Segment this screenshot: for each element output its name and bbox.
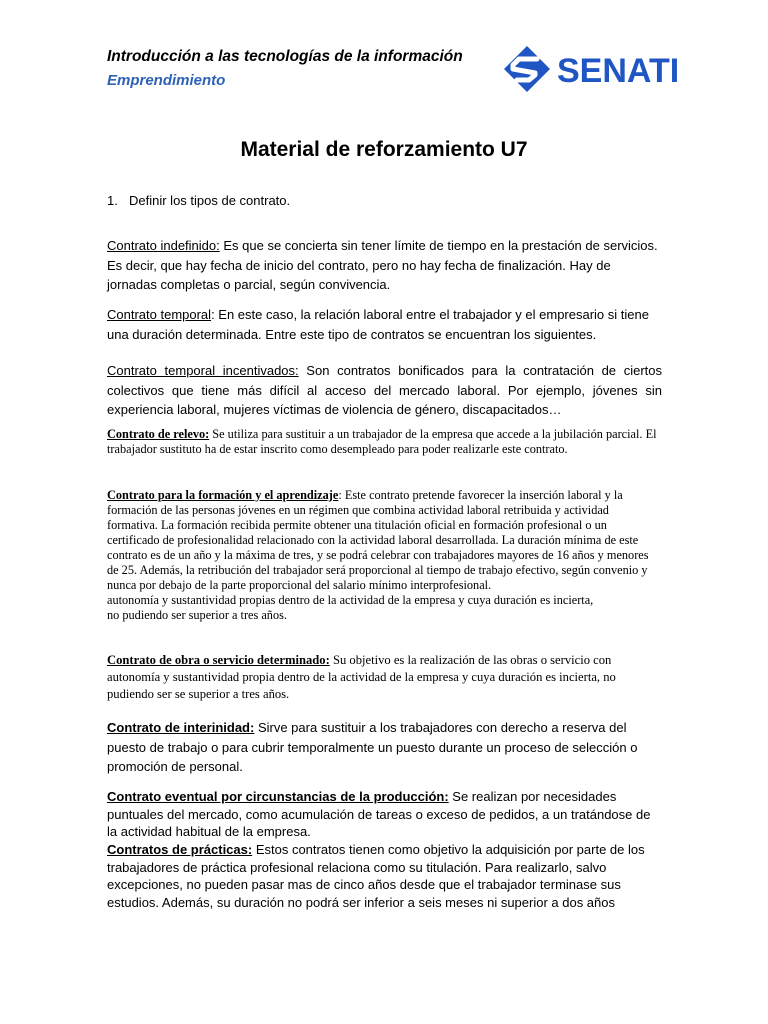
section-text: Estos contratos tienen como objetivo la adquisición por parte de los trabajadores de práctica profesional relaciona como su titulación. Para realizarlo, salvo excepciones, no pueden pasar mas de cinco años desde que el trabajador terminase sus estudios. Además, su duración no podrá ser inferior a seis meses ni superior a dos años	[107, 842, 645, 910]
section-contrato-indefinido	[107, 236, 662, 295]
section-text: Su objetivo es la realización de las obras o servicio con autonomía y sustantividad propia dentro de la actividad de la empresa y cuya duración es incierta, no pudiendo ser se superior a tres años.	[107, 653, 616, 701]
question-number: 1.	[107, 193, 118, 208]
section-text: Son contratos bonificados para la contratación de ciertos colectivos que tiene más difícil al acceso del mercado laboral. Por ejemplo, jóvenes sin experiencia laboral, mujeres víctimas de violencia de género, discapacitados…	[107, 363, 662, 417]
section-text: Sirve para sustituir a los trabajadores con derecho a reserva del puesto de trabajo o para cubrir temporalmente un puesto durante un proceso de selección o promoción de personal.	[107, 720, 638, 774]
section-contrato-formacion	[107, 488, 662, 623]
section-contrato-eventual	[107, 788, 662, 841]
senati-logo	[500, 42, 690, 96]
section-label: Contrato eventual por circunstancias de la producción:	[107, 789, 449, 804]
section-contrato-obra	[107, 652, 662, 703]
section-text: Se utiliza para sustituir a un trabajador de la empresa que accede a la jubilación parcial. El trabajador sustituto ha de estar inscrito como desempleado para poder realizarle este contrato.	[107, 427, 657, 456]
section-contrato-relevo	[107, 427, 662, 457]
section-label: Contratos de prácticas:	[107, 842, 253, 857]
section-body	[107, 488, 662, 593]
section-text: Se realizan por necesidades puntuales del mercado, como acumulación de tareas o exceso de pedidos, a un tratándose de la actividad habitual de la empresa.	[107, 789, 651, 839]
section-contrato-temporal-incentivados	[107, 361, 662, 420]
section-text: Es que se concierta sin tener límite de tiempo en la prestación de servicios. Es decir, que hay fecha de inicio del contrato, pero no hay fecha de finalización. Hay de jornadas completas o parcial, según convivencia.	[107, 238, 658, 292]
section-label: Contrato temporal	[107, 307, 212, 322]
section-label: Contrato de obra o servicio determinado:	[107, 653, 330, 667]
section-contratos-practicas	[107, 841, 662, 911]
section-text: : En este caso, la relación laboral entre el trabajador y el empresario si tiene una duración determinada. Entre este tipo de contratos se encuentran los siguientes.	[107, 307, 649, 342]
course-title: Introducción a las tecnologías de la información	[107, 48, 463, 65]
question-text: Definir los tipos de contrato.	[129, 193, 291, 208]
course-subtitle: Emprendimiento	[107, 72, 226, 89]
document-title: Material de reforzamiento U7	[240, 138, 528, 161]
section-text: : Este contrato pretende favorecer la inserción laboral y la formación de las personas jóvenes en un régimen que combina actividad laboral retribuida y actividad formativa. La formación recibida permite obtener una titulación oficial en formación profesional o un certificado de profesionalidad relacionado con la actividad laboral desarrollada. La duración mínima de este contrato es de un año y la máxima de tres, y se podrá celebrar con trabajadores mayores de 16 años y menores de 25. Además, la retribución del trabajador será proporcional al tiempo de trabajo efectivo, según convenio y nunca por debajo de la parte proporcional del salario mínimo interprofesional.	[107, 488, 649, 592]
section-label: Contrato de interinidad:	[107, 720, 255, 735]
section-label: Contrato de relevo:	[107, 427, 210, 441]
section-contrato-interinidad	[107, 718, 662, 777]
section-label: Contrato indefinido:	[107, 238, 220, 253]
senati-logo-text: SENATI	[557, 52, 680, 90]
question-1	[107, 193, 290, 208]
section-extra-line-1: autonomía y sustantividad propias dentro de la actividad de la empresa y cuya duración es incierta,	[107, 593, 594, 607]
section-extra-line-2: no pudiendo ser superior a tres años.	[107, 608, 287, 622]
senati-emblem-icon	[504, 46, 550, 92]
section-label: Contrato temporal incentivados:	[107, 363, 299, 378]
section-contrato-temporal	[107, 305, 662, 344]
section-label: Contrato para la formación y el aprendizaje	[107, 488, 339, 502]
